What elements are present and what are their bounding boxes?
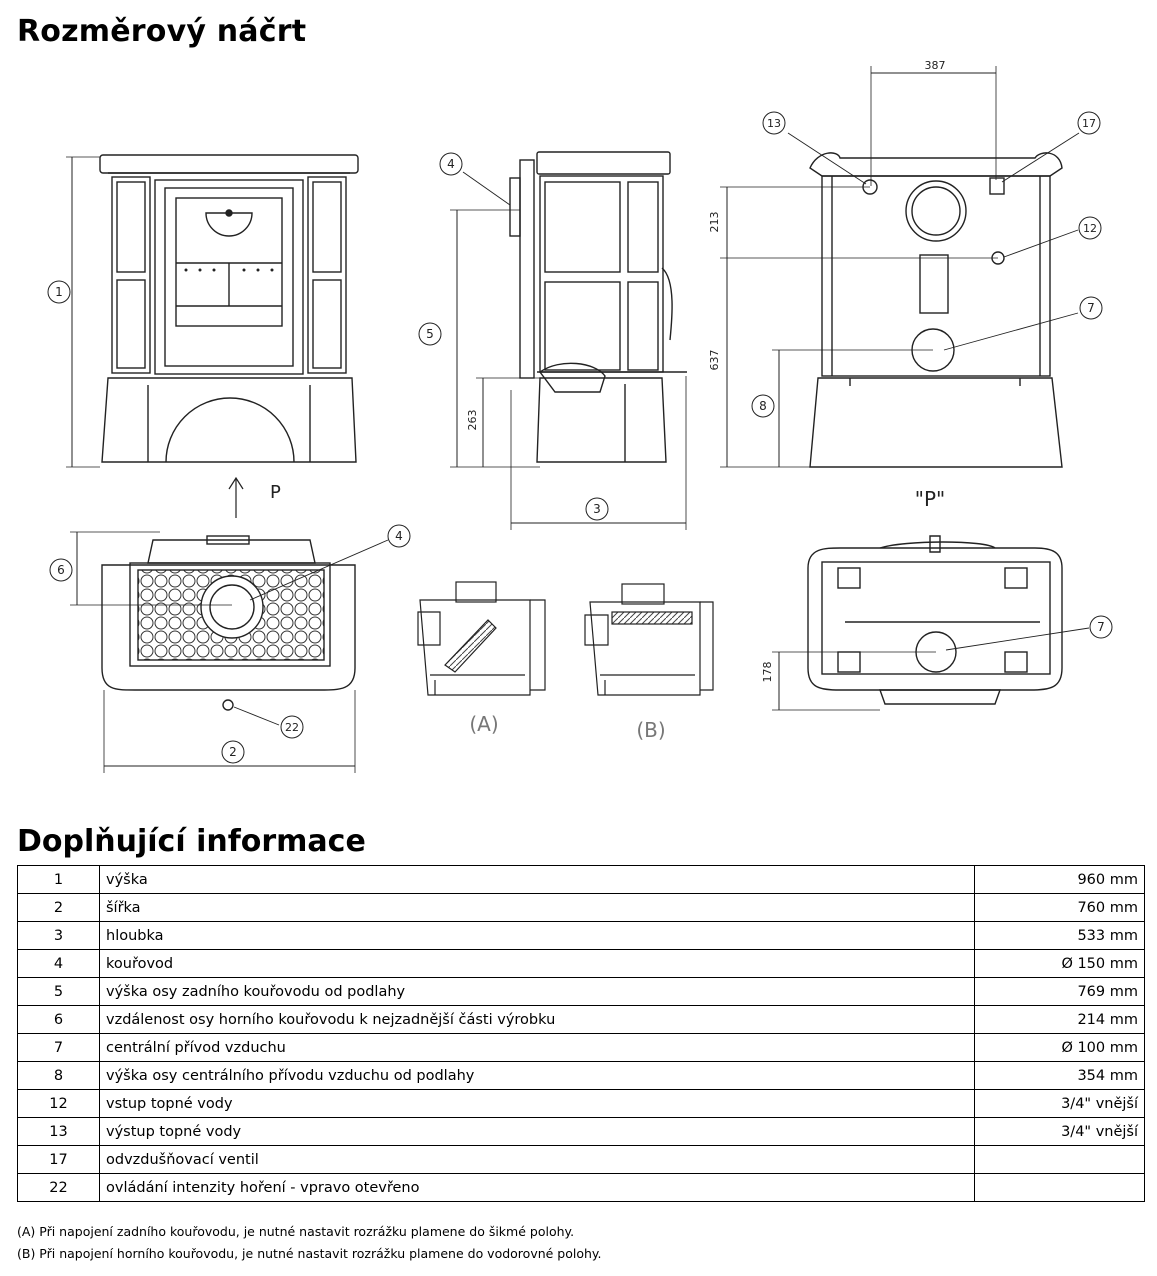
cell-value: 769 mm bbox=[974, 978, 1144, 1006]
cell-desc: odvzdušňovací ventil bbox=[100, 1146, 975, 1174]
table-row bbox=[18, 1034, 1145, 1062]
cell-desc: výška osy zadního kouřovodu od podlahy bbox=[100, 978, 975, 1006]
cell-value: 354 mm bbox=[974, 1062, 1144, 1090]
table-row bbox=[18, 1174, 1145, 1202]
table-row bbox=[18, 1118, 1145, 1146]
front-view bbox=[66, 155, 358, 518]
cell-num: 1 bbox=[18, 866, 100, 894]
cell-num: 8 bbox=[18, 1062, 100, 1090]
cell-num: 5 bbox=[18, 978, 100, 1006]
cell-num: 3 bbox=[18, 922, 100, 950]
cell-value: 960 mm bbox=[974, 866, 1144, 894]
cell-num: 17 bbox=[18, 1146, 100, 1174]
cell-desc: ovládání intenzity hoření - vpravo otevřeno bbox=[100, 1174, 975, 1202]
dim-178: 178 bbox=[761, 661, 774, 683]
note-b: (B) Při napojení horního kouřovodu, je nutné nastavit rozrážku plamene do vodorovné polohy. bbox=[17, 1246, 602, 1261]
bottom-view bbox=[772, 536, 1062, 710]
side-view bbox=[450, 152, 687, 530]
cell-desc: výška bbox=[100, 866, 975, 894]
sketch-title: Rozměrový náčrt bbox=[17, 14, 307, 49]
cell-desc: šířka bbox=[100, 894, 975, 922]
section-a bbox=[418, 582, 545, 695]
cell-value: 760 mm bbox=[974, 894, 1144, 922]
cell-value: Ø 150 mm bbox=[974, 950, 1144, 978]
info-title: Doplňující informace bbox=[17, 824, 366, 859]
callout-4-top: 4 bbox=[395, 529, 403, 543]
table-row bbox=[18, 866, 1145, 894]
note-a: (A) Při napojení zadního kouřovodu, je nutné nastavit rozrážku plamene do šikmé polohy. bbox=[17, 1224, 575, 1239]
dim-213: 213 bbox=[708, 211, 721, 233]
cell-desc: výstup topné vody bbox=[100, 1118, 975, 1146]
table-row bbox=[18, 950, 1145, 978]
callout-4-side: 4 bbox=[447, 157, 455, 171]
callout-5: 5 bbox=[426, 327, 434, 341]
callout-6: 6 bbox=[57, 563, 65, 577]
callout-12: 12 bbox=[1083, 222, 1097, 235]
cell-value: 3/4" vnější bbox=[974, 1090, 1144, 1118]
callout-3: 3 bbox=[593, 502, 601, 516]
table-row bbox=[18, 978, 1145, 1006]
cell-desc: kouřovod bbox=[100, 950, 975, 978]
callout-1: 1 bbox=[55, 285, 63, 299]
table-row bbox=[18, 1006, 1145, 1034]
cell-desc: vzdálenost osy horního kouřovodu k nejzadnější části výrobku bbox=[100, 1006, 975, 1034]
section-b bbox=[585, 584, 713, 695]
cell-num: 6 bbox=[18, 1006, 100, 1034]
callout-7-back: 7 bbox=[1087, 301, 1095, 315]
view-p-label: "P" bbox=[914, 487, 946, 511]
cell-value: 214 mm bbox=[974, 1006, 1144, 1034]
table-row bbox=[18, 922, 1145, 950]
cell-desc: výška osy centrálního přívodu vzduchu od podlahy bbox=[100, 1062, 975, 1090]
cell-value: 3/4" vnější bbox=[974, 1118, 1144, 1146]
spec-table bbox=[17, 865, 1145, 1202]
cell-num: 2 bbox=[18, 894, 100, 922]
variant-a-label: (A) bbox=[469, 712, 499, 736]
callout-22: 22 bbox=[285, 721, 299, 734]
dimension-drawing bbox=[0, 50, 1157, 780]
view-arrow-label: P bbox=[270, 482, 281, 503]
dim-637: 637 bbox=[708, 349, 721, 371]
cell-value: 533 mm bbox=[974, 922, 1144, 950]
cell-value bbox=[974, 1146, 1144, 1174]
cell-desc: vstup topné vody bbox=[100, 1090, 975, 1118]
cell-num: 4 bbox=[18, 950, 100, 978]
callout-17: 17 bbox=[1082, 117, 1096, 130]
top-view bbox=[70, 532, 355, 773]
table-row bbox=[18, 1146, 1145, 1174]
table-row bbox=[18, 894, 1145, 922]
cell-num: 22 bbox=[18, 1174, 100, 1202]
dim-387: 387 bbox=[924, 59, 946, 72]
cell-num: 7 bbox=[18, 1034, 100, 1062]
dim-263: 263 bbox=[466, 409, 479, 431]
cell-num: 13 bbox=[18, 1118, 100, 1146]
variant-b-label: (B) bbox=[636, 718, 666, 742]
callout-7-bottom: 7 bbox=[1097, 620, 1105, 634]
callout-13: 13 bbox=[767, 117, 781, 130]
callout-2: 2 bbox=[229, 745, 237, 759]
cell-value: Ø 100 mm bbox=[974, 1034, 1144, 1062]
callout-8: 8 bbox=[759, 399, 767, 413]
cell-desc: hloubka bbox=[100, 922, 975, 950]
cell-num: 12 bbox=[18, 1090, 100, 1118]
table-row bbox=[18, 1090, 1145, 1118]
table-row bbox=[18, 1062, 1145, 1090]
cell-desc: centrální přívod vzduchu bbox=[100, 1034, 975, 1062]
cell-value bbox=[974, 1174, 1144, 1202]
